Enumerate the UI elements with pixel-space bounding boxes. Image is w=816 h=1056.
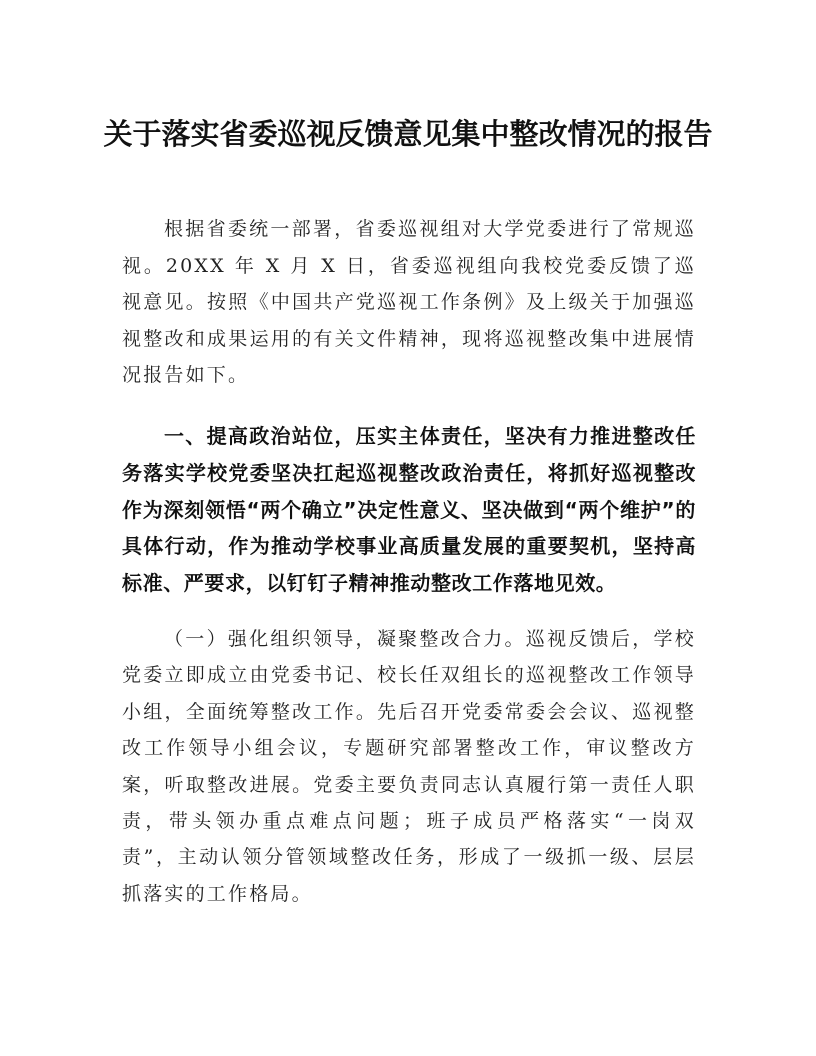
subsection-one-paragraph: （一）强化组织领导，凝聚整改合力。巡视反馈后，学校党委立即成立由党委书记、校长任双组长的巡视整改工作领导小组，全面统筹整改工作。先后召开党委常委会会议、巡视整改工作领导小组会议，专题研究部署整改工作，审议整改方案，听取整改进展。党委主要负责同志认真履行第一责任人职责，带头领办重点难点问题；班子成员严格落实“一岗双责”，主动认领分管领域整改任务，形成了一级抓一级、层层抓落实的工作格局。 — [122, 628, 696, 905]
intro-paragraph: 根据省委统一部署，省委巡视组对大学党委进行了常规巡视。20XX 年 X 月 X 日，省委巡视组向我校党委反馈了巡视意见。按照《中国共产党巡视工作条例》及上级关于加强巡视整改和成果运用的有关文件精神，现将巡视整改集中进展情况报告如下。 — [122, 218, 696, 386]
document-title: 关于落实省委巡视反馈意见集中整改情况的报告 — [103, 117, 713, 151]
section-one-heading-paragraph: 一、提高政治站位，压实主体责任，坚决有力推进整改任务落实学校党委坚决扛起巡视整改政治责任，将抓好巡视整改作为深刻领悟“两个确立”决定性意义、坚决做到“两个维护”的具体行动，作为推动学校事业高质量发展的重要契机，坚持高标准、严要求，以钉钉子精神推动整改工作落地见效。 — [122, 424, 696, 596]
